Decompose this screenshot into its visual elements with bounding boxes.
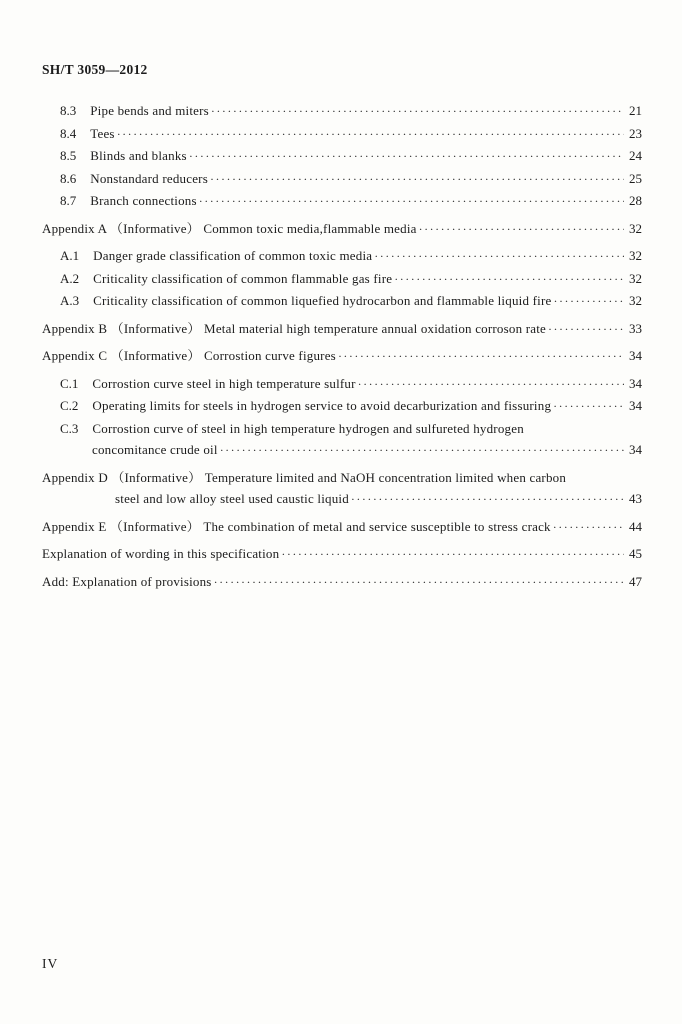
toc-entry-page: 24	[629, 148, 642, 163]
dot-leader	[210, 168, 624, 191]
toc-entry	[42, 467, 642, 489]
toc-entry-number: A.1	[60, 248, 80, 263]
dot-leader	[220, 439, 624, 462]
toc-entry-continuation	[92, 439, 642, 462]
toc-entry	[42, 571, 642, 594]
toc-entry	[60, 373, 642, 396]
toc-entry-title: Tees	[90, 125, 115, 141]
toc-entry-title: Blinds and blanks	[90, 148, 187, 163]
toc-entry-continuation	[115, 488, 642, 511]
toc-entry	[42, 218, 642, 241]
toc-entry	[42, 318, 642, 341]
toc-entry-page: 34	[629, 442, 642, 457]
toc-entry-title: Appendix C （Informative） Corrostion curve figures	[42, 348, 336, 363]
toc-entry-page: 33	[629, 320, 642, 336]
toc-entry-title: Corrostion curve of steel in high temperature hydrogen and sulfureted hydrogen	[92, 420, 524, 436]
toc-entry-page: 32	[629, 293, 642, 308]
dot-leader	[214, 571, 624, 594]
toc-entry-page: 34	[629, 348, 642, 363]
toc-entry-title: Operating limits for steels in hydrogen service to avoid decarburization and fissuring	[92, 398, 552, 413]
toc-entry-page: 23	[629, 125, 642, 141]
document-number: SH/T 3059—2012	[42, 62, 148, 77]
toc-entry-page: 21	[629, 103, 642, 118]
toc-entry	[60, 290, 642, 313]
dot-leader	[374, 245, 624, 268]
toc-entry-page: 43	[629, 491, 642, 506]
dot-leader	[419, 218, 624, 241]
dot-leader	[189, 145, 624, 168]
toc-entry-title: Add: Explanation of provisions	[42, 573, 212, 589]
toc-entry-page: 28	[629, 193, 642, 208]
toc-entry	[42, 543, 642, 566]
toc-entry-number: A.3	[60, 293, 80, 308]
toc-entry-title: Danger grade classification of common toxic media	[93, 248, 373, 263]
toc-entry-number: 8.5	[60, 148, 77, 163]
toc-entry	[60, 145, 642, 168]
toc-entry-title: Criticality classification of common flammable gas fire	[93, 270, 393, 286]
toc-entry	[60, 123, 642, 146]
toc-entry-page: 45	[629, 546, 642, 561]
toc-entry-title: Appendix B （Informative） Metal material high temperature annual oxidation corroson rate	[42, 320, 547, 336]
toc-entry-title: Criticality classification of common liquefied hydrocarbon and flammable liquid fire	[93, 293, 552, 308]
dot-leader	[358, 373, 624, 396]
toc-entry-title: Branch connections	[90, 193, 197, 208]
dot-leader	[338, 345, 624, 368]
toc-entry-page: 32	[629, 220, 642, 236]
toc-entry-title: Appendix A （Informative） Common toxic media,flammable media	[42, 220, 417, 236]
toc-entry-number: A.2	[60, 270, 80, 286]
table-of-contents	[42, 100, 642, 593]
toc-entry-number: C.3	[60, 420, 79, 436]
toc-entry	[60, 100, 642, 123]
toc-entry-number: 8.4	[60, 125, 77, 141]
dot-leader	[117, 123, 624, 146]
toc-entry-title: Explanation of wording in this specification	[42, 546, 280, 561]
dot-leader	[351, 488, 624, 511]
dot-leader	[281, 543, 624, 566]
toc-entry	[60, 395, 642, 418]
toc-entry	[60, 190, 642, 213]
dot-leader	[553, 395, 624, 418]
toc-entry-number: 8.7	[60, 193, 77, 208]
toc-entry-title: Corrostion curve steel in high temperature sulfur	[92, 375, 356, 391]
page-number: IV	[42, 956, 59, 971]
dot-leader	[553, 290, 624, 313]
toc-entry-page: 34	[629, 398, 642, 413]
dot-leader	[211, 100, 624, 123]
dot-leader	[553, 516, 624, 539]
toc-entry-page: 34	[629, 375, 642, 391]
toc-entry-title: concomitance crude oil	[92, 442, 218, 457]
toc-entry	[60, 268, 642, 291]
toc-entry	[42, 345, 642, 368]
toc-entry-title: Appendix E （Informative） The combination of metal and service susceptible to stress crack	[42, 518, 551, 534]
toc-entry-number: 8.3	[60, 103, 77, 118]
toc-entry-title: steel and low alloy steel used caustic liquid	[115, 491, 349, 506]
toc-entry-title: Appendix D （Informative） Temperature limited and NaOH concentration limited when carbon	[42, 469, 567, 485]
toc-entry-number: 8.6	[60, 170, 77, 186]
dot-leader	[199, 190, 624, 213]
dot-leader	[548, 318, 624, 341]
toc-entry-page: 44	[629, 518, 642, 534]
toc-entry	[42, 516, 642, 539]
toc-entry-page: 32	[629, 270, 642, 286]
dot-leader	[394, 268, 624, 291]
toc-entry-page: 25	[629, 170, 642, 186]
toc-entry-number: C.1	[60, 375, 79, 391]
toc-entry-page: 47	[629, 573, 642, 589]
toc-entry-title: Nonstandard reducers	[90, 170, 208, 186]
toc-entry-title: Pipe bends and miters	[90, 103, 209, 118]
toc-entry	[60, 245, 642, 268]
toc-entry	[60, 418, 642, 440]
toc-entry-page: 32	[629, 248, 642, 263]
toc-entry	[60, 168, 642, 191]
toc-entry-number: C.2	[60, 398, 79, 413]
